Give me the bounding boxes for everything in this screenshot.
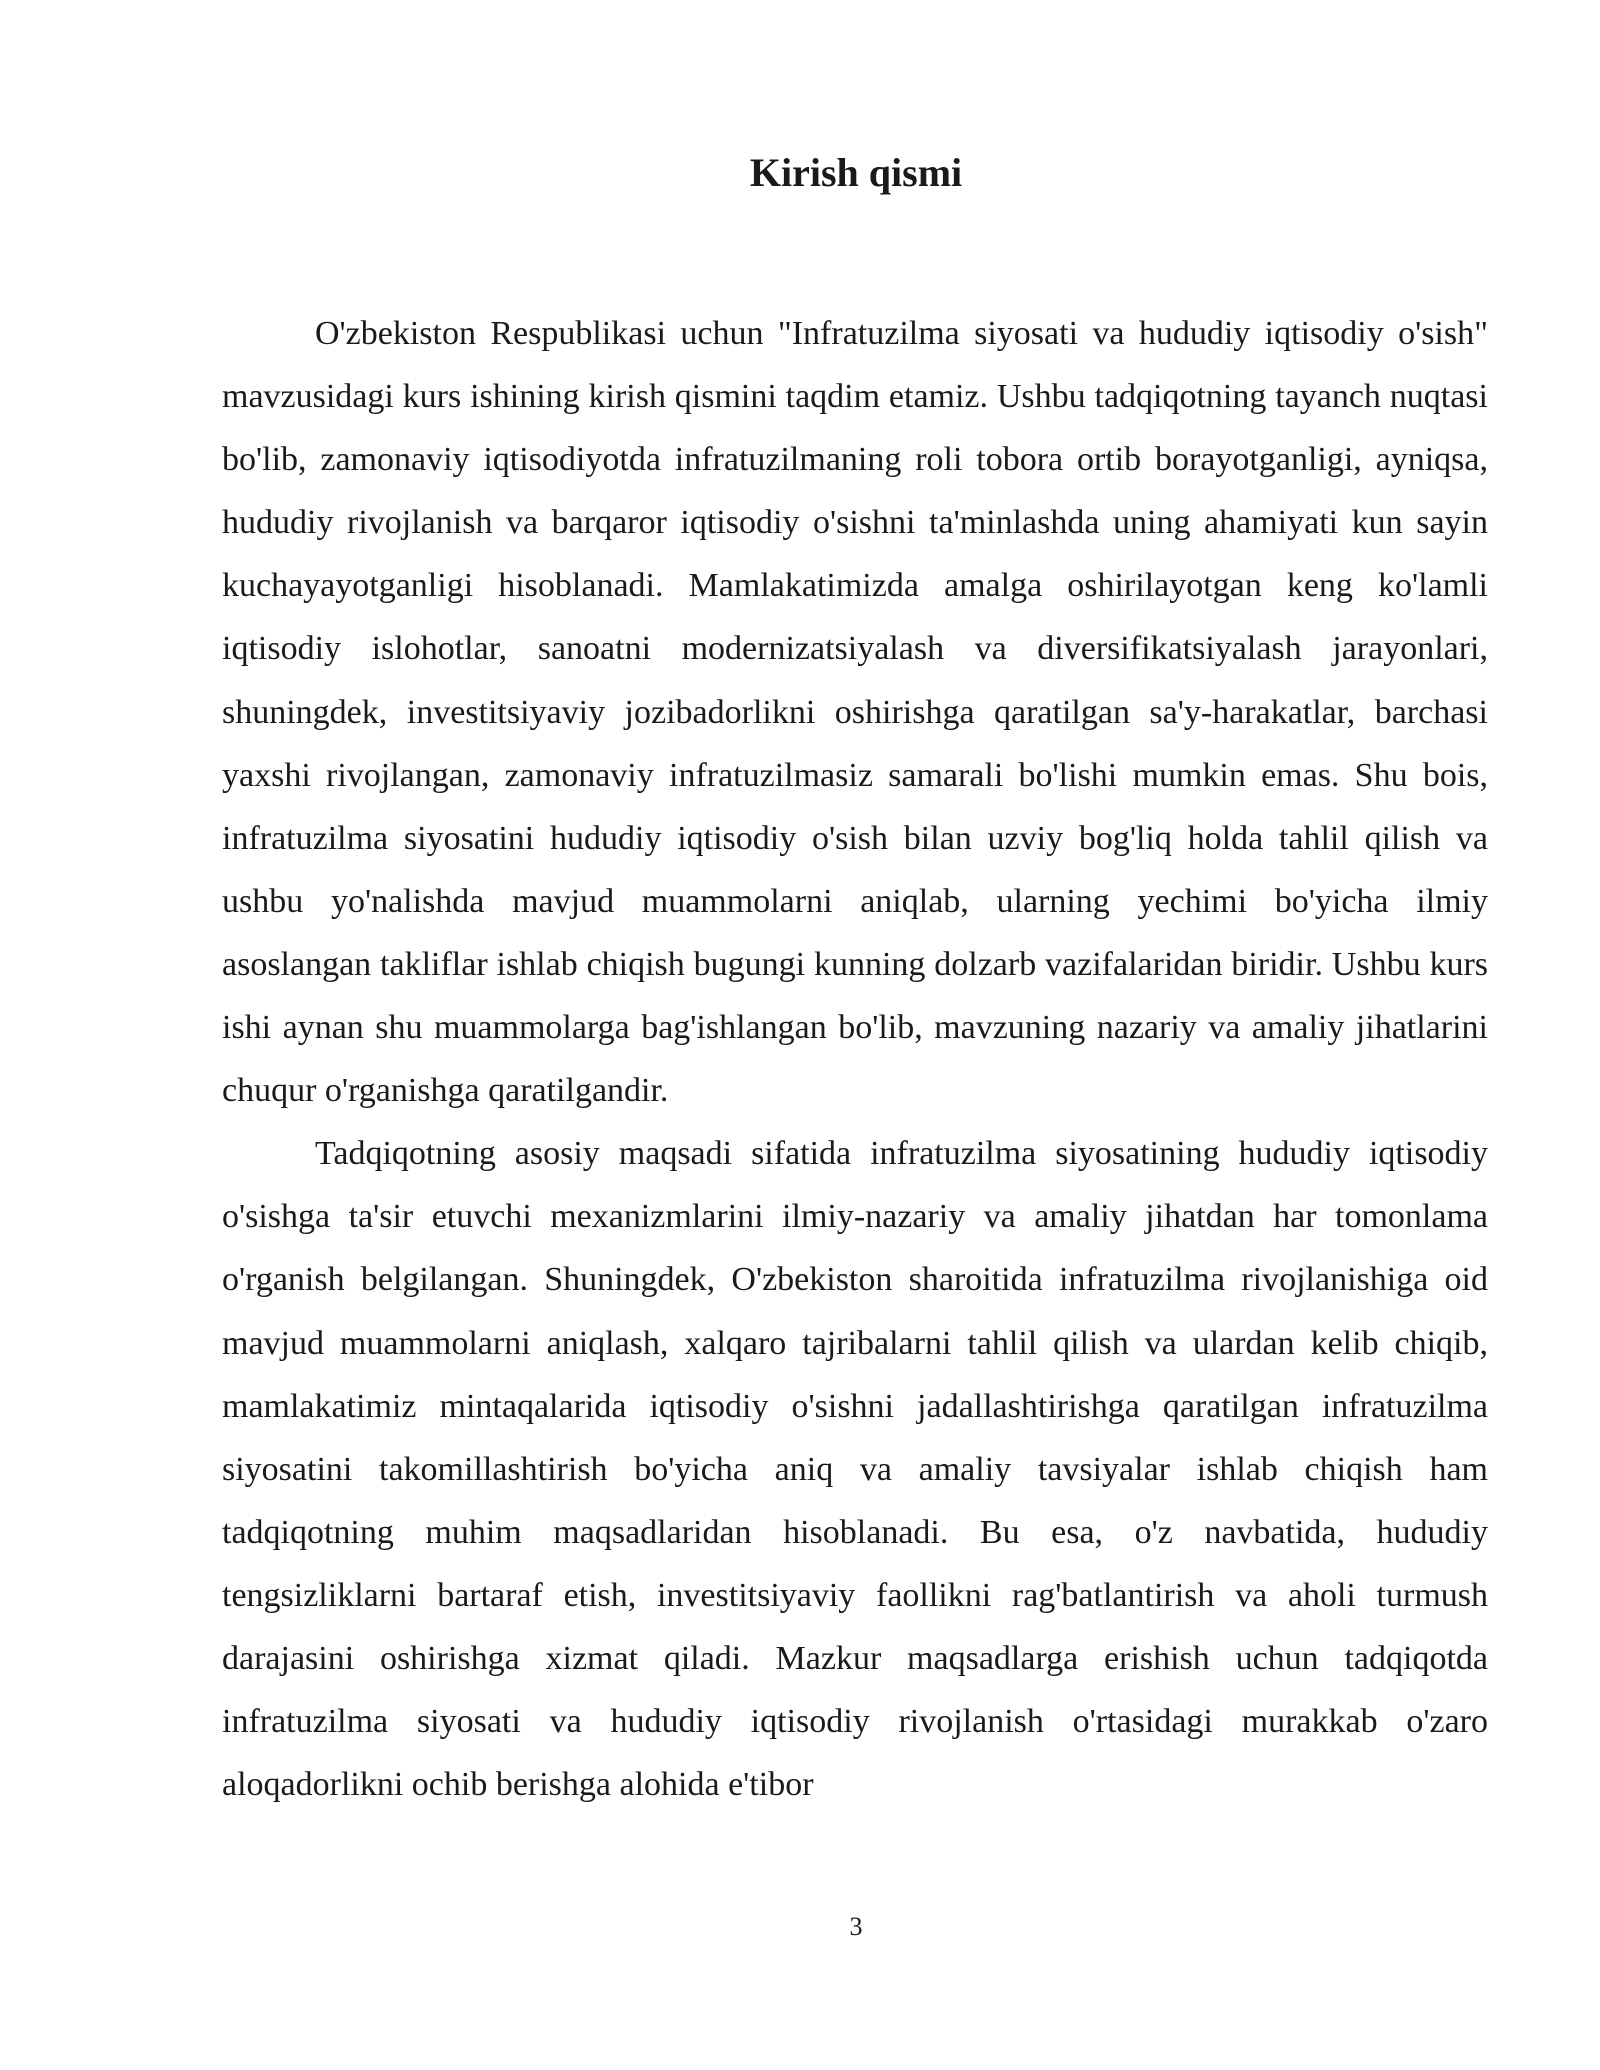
page-number: 3 <box>849 1912 863 1941</box>
paragraph-1: O'zbekiston Respublikasi uchun "Infratuzilma siyosati va hududiy iqtisodiy o'sish" mavzusidagi kurs ishining kirish qismini taqdim etamiz. Ushbu tadqiqotning tayanch nuqtasi bo'lib, zamonaviy iqtisodiyotda infratuzilmaning roli tobora ortib borayotganligi, ayniqsa, hududiy rivojlanish va barqaror iqtisodiy o'sishni ta'minlashda uning ahamiyati kun sayin kuchayayotganligi hisoblanadi. Mamlakatimizda amalga oshirilayotgan keng ko'lamli iqtisodiy islohotlar, sanoatni modernizatsiyalash va diversifikatsiyalash jarayonlari, shuningdek, investitsiyaviy jozibadorlikni oshirishga qaratilgan sa'y-harakatlar, barchasi yaxshi rivojlangan, zamonaviy infratuzilmasiz samarali bo'lishi mumkin emas. Shu bois, infratuzilma siyosatini hududiy iqtisodiy o'sish bilan uzviy bog'liq holda tahlil qilish va ushbu yo'nalishda mavjud muammolarni aniqlab, ularning yechimi bo'yicha ilmiy asoslangan takliflar ishlab chiqish bugungi kunning dolzarb vazifalaridan biridir. Ushbu kurs ishi aynan shu muammolarga bag'ishlangan bo'lib, mavzuning nazariy va amaliy jihatlarini chuqur o'rganishga qaratilgandir. <box>222 315 1488 1110</box>
document-body <box>222 302 1488 1816</box>
paragraph-2: Tadqiqotning asosiy maqsadi sifatida infratuzilma siyosatining hududiy iqtisodiy o'sishga ta'sir etuvchi mexanizmlarini ilmiy-nazariy va amaliy jihatdan har tomonlama o'rganish belgilangan. Shuningdek, O'zbekiston sharoitida infratuzilma rivojlanishiga oid mavjud muammolarni aniqlash, xalqaro tajribalarni tahlil qilish va ulardan kelib chiqib, mamlakatimiz mintaqalarida iqtisodiy o'sishni jadallashtirishga qaratilgan infratuzilma siyosatini takomillashtirish bo'yicha aniq va amaliy tavsiyalar ishlab chiqish ham tadqiqotning muhim maqsadlaridan hisoblanadi. Bu esa, o'z navbatida, hududiy tengsizliklarni bartaraf etish, investitsiyaviy faollikni rag'batlantirish va aholi turmush darajasini oshirishga xizmat qiladi. Mazkur maqsadlarga erishish uchun tadqiqotda infratuzilma siyosati va hududiy iqtisodiy rivojlanish o'rtasidagi murakkab o'zaro aloqadorlikni ochib berishga alohida e'tibor <box>222 1135 1488 1804</box>
page-title: Kirish qismi <box>749 150 963 195</box>
